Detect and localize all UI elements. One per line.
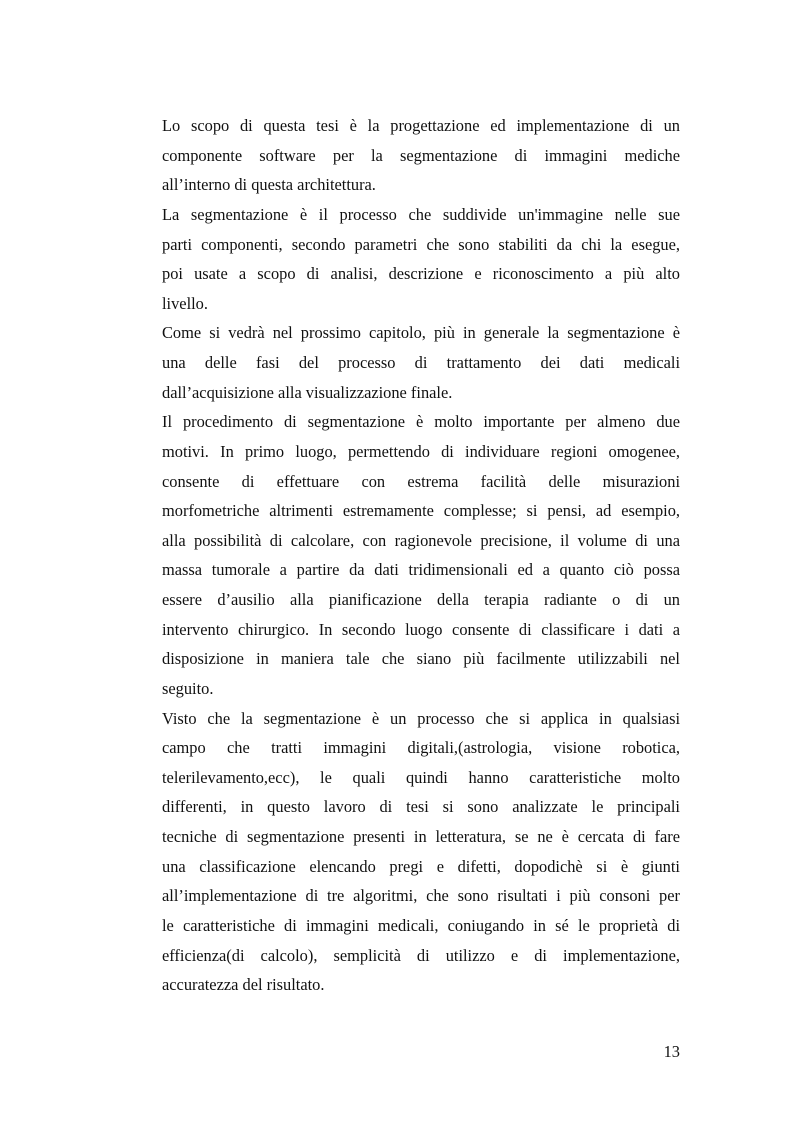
text-line: una classificazione elencando pregi e difetti, dopodichè si è giunti: [162, 856, 680, 876]
text-line: La segmentazione è il processo che suddivide un'immagine nelle sue: [162, 204, 680, 224]
text-line: Lo scopo di questa tesi è la progettazione ed implementazione di un: [162, 116, 680, 135]
text-line: poi usate a scopo di analisi, descrizione e riconoscimento a più alto: [162, 264, 680, 284]
text-line: morfometriche altrimenti estremamente complesse; si pensi, ad esempio,: [162, 501, 680, 521]
text-line: alla possibilità di calcolare, con ragionevole precisione, il volume di una: [162, 530, 680, 550]
text-line: livello.: [162, 293, 208, 313]
text-line: disposizione in maniera tale che siano più facilmente utilizzabili nel: [162, 649, 680, 669]
text-line: intervento chirurgico. In secondo luogo consente di classificare i dati a: [162, 619, 680, 639]
text-line: all’interno di questa architettura.: [162, 175, 376, 195]
text-line: telerilevamento,ecc), le quali quindi hanno caratteristiche molto: [162, 767, 680, 787]
text-line: essere d’ausilio alla pianificazione della terapia radiante o di un: [162, 590, 680, 609]
page-number: 13: [663, 1042, 680, 1061]
text-line: componente software per la segmentazione di immagini mediche: [162, 145, 680, 165]
text-line: campo che tratti immagini digitali,(astrologia, visione robotica,: [162, 738, 680, 758]
text-line: all’implementazione di tre algoritmi, che sono risultati i più consoni per: [162, 886, 680, 906]
text-line: massa tumorale a partire da dati tridimensionali ed a quanto ciò possa: [162, 560, 680, 580]
text-line: seguito.: [162, 678, 214, 698]
text-line: le caratteristiche di immagini medicali, coniugando in sé le proprietà di: [162, 915, 680, 935]
text-line: efficienza(di calcolo), semplicità di utilizzo e di implementazione,: [162, 945, 680, 965]
text-line: consente di effettuare con estrema facilità delle misurazioni: [162, 471, 680, 491]
text-line: dall’acquisizione alla visualizzazione finale.: [162, 382, 453, 402]
body-text: [162, 111, 680, 1000]
text-line: accuratezza del risultato.: [162, 975, 325, 995]
text-line: Visto che la segmentazione è un processo che si applica in qualsiasi: [162, 708, 680, 728]
text-line: tecniche di segmentazione presenti in letteratura, se ne è cercata di fare: [162, 827, 680, 846]
text-line: Il procedimento di segmentazione è molto importante per almeno due: [162, 412, 680, 432]
text-line: parti componenti, secondo parametri che sono stabiliti da chi la esegue,: [162, 234, 680, 254]
text-line: una delle fasi del processo di trattamento dei dati medicali: [162, 353, 680, 372]
text-line: motivi. In primo luogo, permettendo di individuare regioni omogenee,: [162, 441, 680, 461]
text-line: Come si vedrà nel prossimo capitolo, più in generale la segmentazione è: [162, 323, 680, 343]
text-line: differenti, in questo lavoro di tesi si sono analizzate le principali: [162, 797, 680, 817]
